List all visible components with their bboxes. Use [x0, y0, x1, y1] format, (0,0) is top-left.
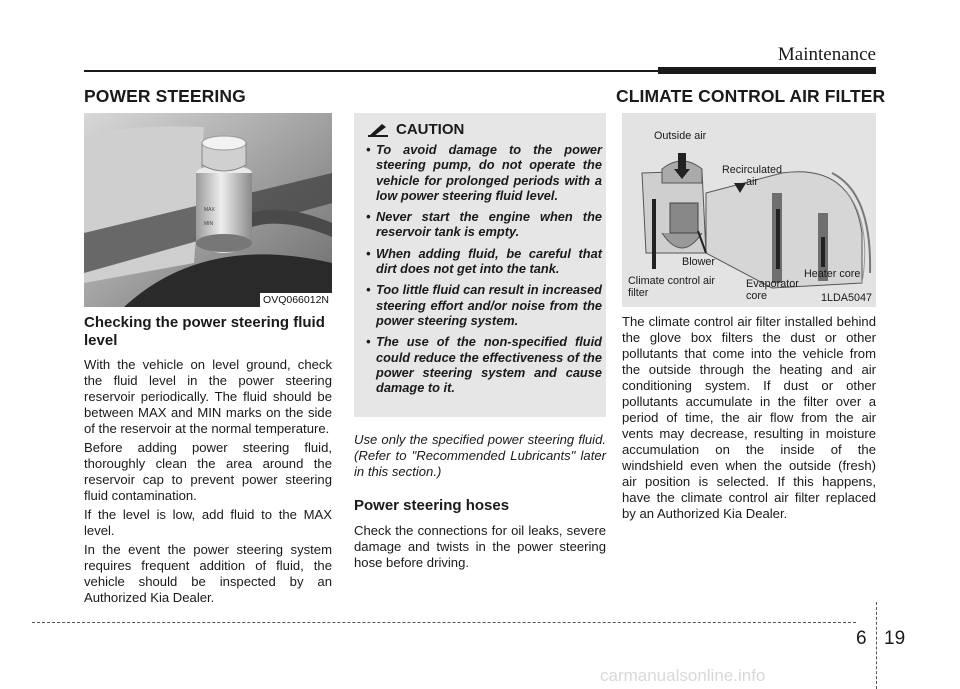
chapter-number: 6: [856, 628, 867, 649]
caution-item: • To avoid damage to the power steering pump, do not operate the vehicle for prolonged periods with a low power steering fluid level.: [366, 142, 602, 203]
hoses-subheading: Power steering hoses: [354, 497, 510, 514]
climate-filter-label: Climate control air filter: [628, 275, 716, 299]
header-rule: [84, 70, 658, 72]
caution-item: • Too little fluid can result in increased steering effort and/or noise from the power steering system.: [366, 282, 602, 328]
reservoir-illustration: [84, 113, 332, 307]
paragraph: If the level is low, add fluid to the MAX level.: [84, 507, 332, 538]
page-number: 19: [884, 628, 906, 649]
caution-item: • When adding fluid, be careful that dirt does not get into the tank.: [366, 245, 602, 277]
air-filter-diagram: [622, 113, 876, 307]
caution-item-text: When adding fluid, be careful that dirt does not get into the tank.: [376, 245, 602, 277]
caution-item-text: Too little fluid can result in increased steering effort and/or noise from the power steering system.: [376, 282, 602, 328]
reservoir-photo: [84, 113, 332, 307]
caution-item: • Never start the engine when the reservoir tank is empty.: [366, 209, 602, 240]
header-section-title: Maintenance: [777, 44, 876, 65]
caution-header: [368, 121, 464, 138]
outside-air-label: Outside air: [654, 130, 707, 142]
caution-item-text: Never start the engine when the reservoir tank is empty.: [376, 209, 602, 240]
diagram-code-label: 1LDA5047: [820, 291, 872, 304]
paragraph: Before adding power steering fluid, thoroughly clean the area around the reservoir cap to prevent power steering fluid contamination.: [84, 440, 332, 503]
power-steering-heading: POWER STEERING: [84, 86, 246, 106]
right-column-text: [622, 314, 876, 525]
header-bar: [658, 67, 876, 74]
photo-code-label: OVQ066012N: [260, 293, 332, 307]
hoses-section: [354, 497, 606, 574]
svg-text:MAX: MAX: [204, 207, 215, 213]
heater-core-label: Heater core: [804, 268, 861, 280]
caution-title: CAUTION: [396, 121, 465, 138]
footer-divider: [876, 602, 877, 689]
paragraph: Check the connections for oil leaks, severe damage and twists in the power steering hose before driving.: [354, 522, 606, 570]
caution-item-text: To avoid damage to the power steering pump, do not operate the vehicle for prolonged periods with a low power steering fluid level.: [376, 142, 602, 203]
paragraph: The climate control air filter installed behind the glove box filters the dust or other pollutants that come into the vehicle from the outside through the heating and air conditioning system. If dust or other pollutants accumulate in the filter over a period of time, the air flow from the air vents may decrease, resulting in moisture accumulation on the inside of the windshield even when the outside (fresh) air position is selected. If this happens, have the climate control air filter replaced by an Authorized Kia Dealer.: [622, 314, 876, 521]
caution-list: [366, 142, 602, 401]
caution-item: • The use of the non-specified fluid could reduce the effectiveness of the power steering system and cause damage to it.: [366, 334, 602, 396]
caution-item-text: The use of the non-specified fluid could reduce the effectiveness of the power steering system and cause damage to it.: [376, 334, 602, 396]
fluid-level-subheading: Checking the power steering fluid level: [84, 314, 325, 349]
blower-label: Blower: [682, 256, 716, 268]
caution-pencil-icon: [368, 123, 388, 137]
caution-box: [354, 113, 606, 417]
fluid-note: Use only the specified power steering fluid. (Refer to "Recommended Lubricants" later in this section.): [354, 432, 606, 479]
svg-text:MIN: MIN: [204, 221, 214, 227]
paragraph: With the vehicle on level ground, check the fluid level in the power steering reservoir periodically. The fluid should be between MAX and MIN marks on the side of the reservoir at the normal temperature.: [84, 357, 332, 436]
watermark: carmanualsonline.info: [600, 666, 766, 685]
climate-filter-heading: CLIMATE CONTROL AIR FILTER: [616, 86, 886, 106]
footer-rule: [32, 622, 856, 623]
recirculated-air-label: Recirculated air: [721, 164, 782, 188]
left-column-text: [84, 314, 332, 609]
evaporator-label: Evaporator core: [746, 278, 799, 302]
paragraph: In the event the power steering system requires frequent addition of fluid, the vehicle should be inspected by an Authorized Kia Dealer.: [84, 542, 332, 605]
